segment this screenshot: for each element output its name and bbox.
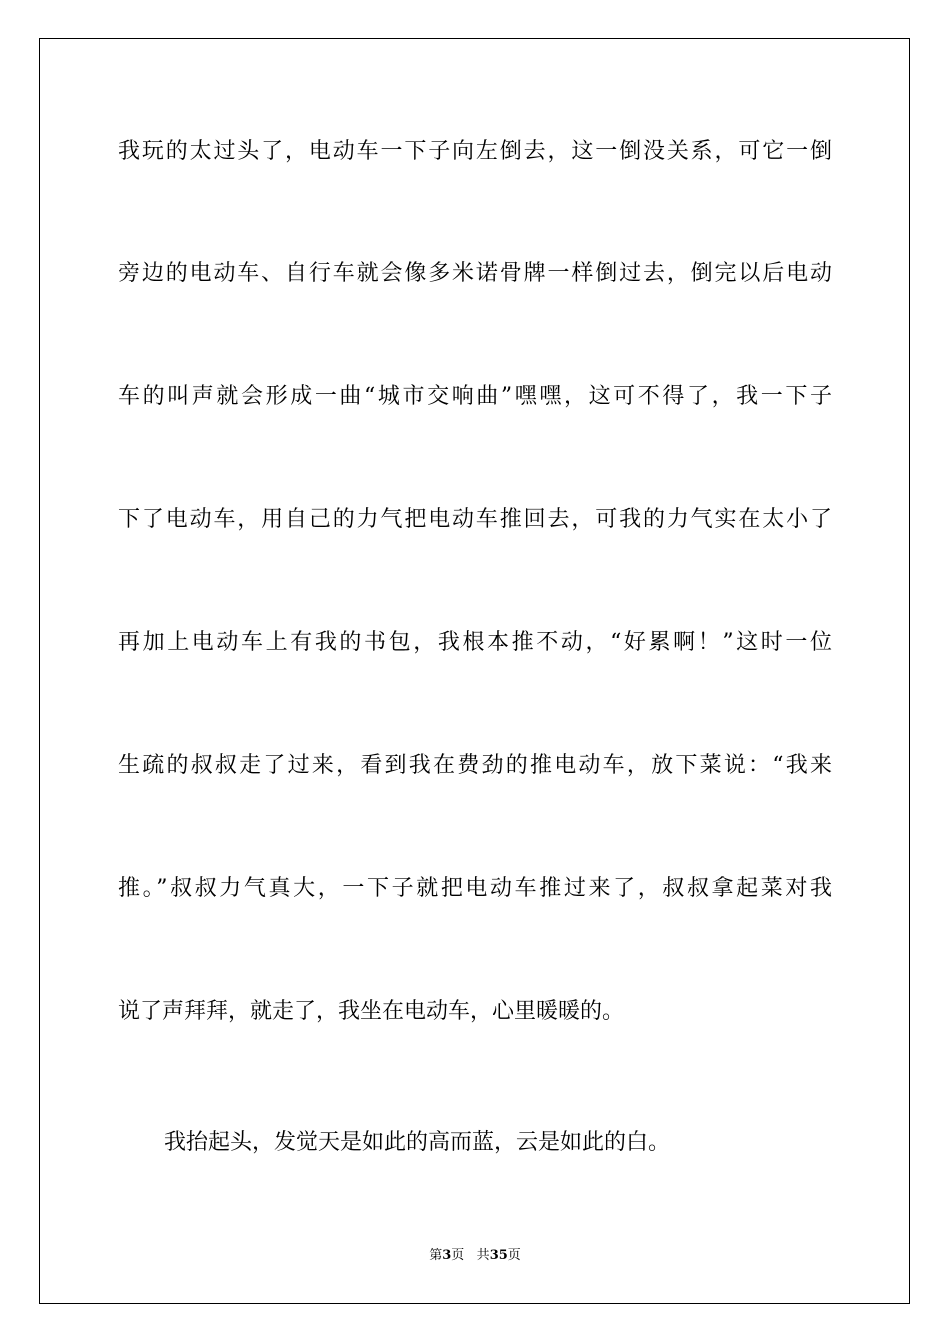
text-line-3: 车的叫声就会形成一曲“城市交响曲”嘿嘿，这可不得了，我一下子	[118, 384, 832, 409]
total-suffix: 页	[507, 1248, 521, 1263]
text-line-4: 下了电动车，用自己的力气把电动车推回去，可我的力气实在太小了	[118, 507, 832, 532]
page-suffix: 页	[451, 1248, 465, 1263]
text-line-2: 旁边的电动车、自行车就会像多米诺骨牌一样倒过去，倒完以后电动	[118, 261, 832, 286]
page-frame	[39, 38, 910, 1304]
page-footer	[0, 1248, 950, 1264]
total-prefix: 共	[476, 1248, 490, 1263]
page-number: 3	[442, 1248, 452, 1263]
text-line-1: 我玩的太过头了，电动车一下子向左倒去，这一倒没关系，可它一倒	[118, 139, 832, 164]
text-line-8: 说了声拜拜，就走了，我坐在电动车，心里暖暖的。	[118, 999, 625, 1024]
text-line-7: 推。”叔叔力气真大，一下子就把电动车推过来了，叔叔拿起菜对我	[118, 876, 832, 901]
total-pages: 35	[489, 1248, 508, 1263]
text-line-5: 再加上电动车上有我的书包，我根本推不动，“好累啊！”这时一位	[118, 630, 832, 655]
page-prefix: 第	[429, 1248, 443, 1263]
text-line-6: 生疏的叔叔走了过来，看到我在费劲的推电动车，放下菜说：“我来	[118, 753, 832, 778]
paragraph-2: 我抬起头，发觉天是如此的高而蓝，云是如此的白。	[164, 1130, 671, 1155]
